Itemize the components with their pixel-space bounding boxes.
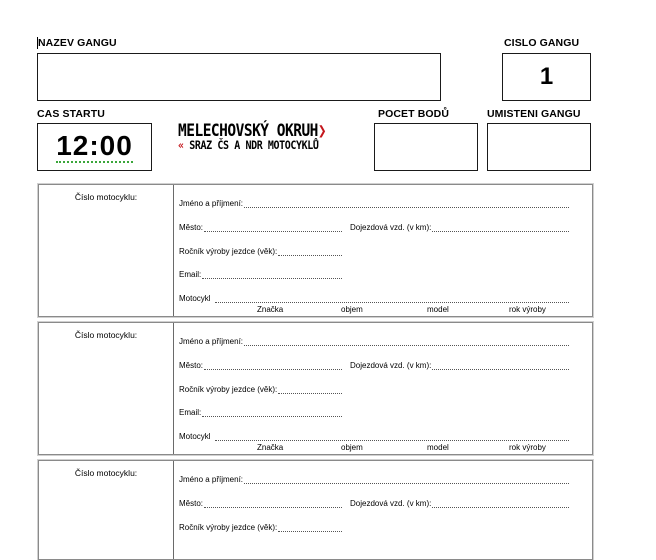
city-row[interactable] <box>179 499 342 508</box>
name-row[interactable] <box>179 199 569 208</box>
moto-number-cell[interactable] <box>39 323 174 454</box>
start-time-field[interactable] <box>37 123 152 171</box>
gang-number-label: CISLO GANGU <box>504 37 580 49</box>
event-logo <box>178 122 358 162</box>
logo-arrow-right: ❯ <box>317 122 327 141</box>
sub-model-label: model <box>427 305 449 314</box>
rider-card <box>38 322 593 455</box>
birth-year-row[interactable] <box>179 523 342 532</box>
city-label: Město: <box>179 361 204 370</box>
name-row[interactable] <box>179 475 569 484</box>
moto-number-cell[interactable] <box>39 185 174 316</box>
gang-name-field[interactable] <box>37 53 441 101</box>
distance-row[interactable] <box>350 223 569 232</box>
logo-subtitle: SRAZ ČS A NDR MOTOCYKLŮ <box>189 140 319 153</box>
sub-volume-label: objem <box>341 443 363 452</box>
birth-year-label: Ročník výroby jezdce (věk): <box>179 523 278 532</box>
birth-year-row[interactable] <box>179 385 342 394</box>
distance-label: Dojezdová vzd. (v km): <box>350 223 432 232</box>
moto-number-label: Číslo motocyklu: <box>74 330 138 340</box>
rider-card <box>38 184 593 317</box>
moto-number-label: Číslo motocyklu: <box>74 192 138 202</box>
placement-field[interactable] <box>487 123 591 171</box>
birth-year-label: Ročník výroby jezdce (věk): <box>179 247 278 256</box>
name-label: Jméno a příjmení: <box>179 199 244 208</box>
points-field[interactable] <box>374 123 478 171</box>
sub-year-label: rok výroby <box>509 443 546 452</box>
sub-brand-label: Značka <box>257 443 284 452</box>
motorcycle-label: Motocykl <box>179 294 211 303</box>
distance-row[interactable] <box>350 361 569 370</box>
motorcycle-row[interactable] <box>179 432 569 441</box>
distance-row[interactable] <box>350 499 569 508</box>
distance-label: Dojezdová vzd. (v km): <box>350 361 432 370</box>
motorcycle-row[interactable] <box>179 294 569 303</box>
distance-label: Dojezdová vzd. (v km): <box>350 499 432 508</box>
email-row[interactable] <box>179 270 342 279</box>
start-time-value: 12:00 <box>56 129 133 161</box>
placement-label: UMISTENI GANGU <box>487 108 581 120</box>
email-label: Email: <box>179 408 202 417</box>
birth-year-label: Ročník výroby jezdce (věk): <box>179 385 278 394</box>
start-time-label: CAS STARTU <box>37 108 105 120</box>
points-label: POCET BODŮ <box>378 108 450 120</box>
rider-card <box>38 460 593 560</box>
motorcycle-label: Motocykl <box>179 432 211 441</box>
sub-volume-label: objem <box>341 305 363 314</box>
gang-number-field[interactable]: 1 <box>502 53 591 101</box>
sub-brand-label: Značka <box>257 305 284 314</box>
birth-year-row[interactable] <box>179 247 342 256</box>
city-row[interactable] <box>179 361 342 370</box>
logo-title: MELECHOVSKÝ OKRUH <box>178 122 318 141</box>
name-row[interactable] <box>179 337 569 346</box>
logo-arrow-left: « <box>178 140 184 153</box>
city-row[interactable] <box>179 223 342 232</box>
email-row[interactable] <box>179 408 342 417</box>
city-label: Město: <box>179 499 204 508</box>
moto-number-label: Číslo motocyklu: <box>74 468 138 478</box>
sub-model-label: model <box>427 443 449 452</box>
city-label: Město: <box>179 223 204 232</box>
sub-year-label: rok výroby <box>509 305 546 314</box>
email-label: Email: <box>179 270 202 279</box>
gang-name-label: NAZEV GANGU <box>38 37 117 49</box>
name-label: Jméno a příjmení: <box>179 337 244 346</box>
name-label: Jméno a příjmení: <box>179 475 244 484</box>
